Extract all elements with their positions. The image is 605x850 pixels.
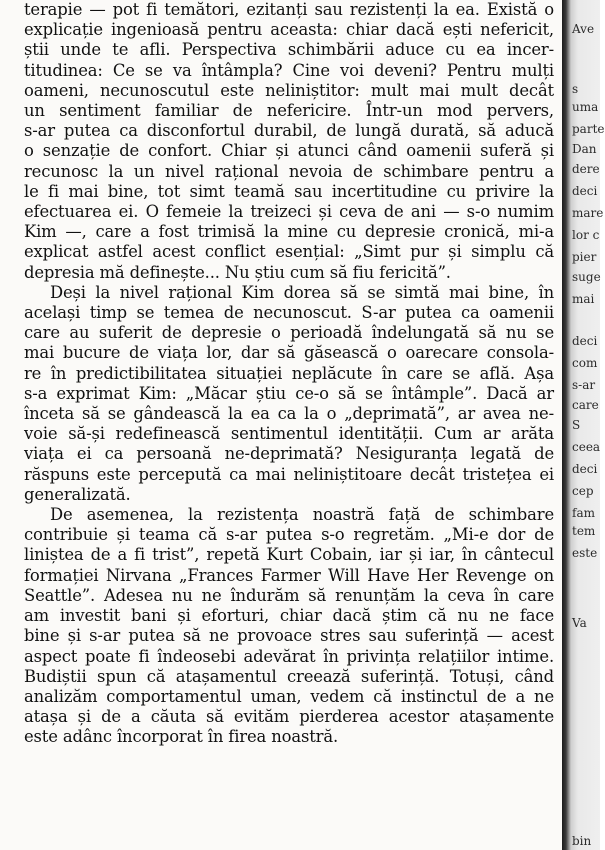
text-line: Kim —, care a fost trimisă la mine cu depresie cronică, mi-a xyxy=(24,222,554,242)
facing-page-fragment: deci xyxy=(572,184,598,198)
facing-page-fragment: Va xyxy=(572,616,587,630)
text-line: formației Nirvana „Frances Farmer Will Have Her Revenge on xyxy=(24,565,554,585)
facing-page-fragment: fam xyxy=(572,506,595,520)
text-line: Seattle”. Adesea nu ne îndurăm să renunțăm la ceva în care xyxy=(24,585,554,605)
facing-page-fragment: cep xyxy=(572,484,594,498)
facing-page-fragment: bin xyxy=(572,834,592,848)
facing-page-fragment: s-ar xyxy=(572,378,596,392)
paragraph xyxy=(24,283,554,505)
facing-page-edge xyxy=(572,0,605,850)
text-line: știi unde te afli. Perspectiva schimbării aduce cu ea incer- xyxy=(24,40,554,60)
facing-page-fragment: tem xyxy=(572,524,596,538)
text-line: efectuarea ei. O femeie la treizeci și ceva de ani — s-o numim xyxy=(24,202,554,222)
text-line: mai bucure de viața lor, dar să găsească o oarecare consola- xyxy=(24,343,554,363)
facing-page-fragment: lor c xyxy=(572,228,600,242)
text-line: același timp se temea de necunoscut. S-ar putea ca oamenii xyxy=(24,303,554,323)
text-line: terapie — pot fi temători, ezitanți sau rezistenți la ea. Există o xyxy=(24,0,554,19)
text-line: Budiștii spun că atașamentul creează suferință. Totuși, când xyxy=(24,666,554,686)
text-line: De asemenea, la rezistența noastră față de schimbare xyxy=(50,505,554,525)
text-line: contribuie și teama că s-ar putea s-o regretăm. „Mi-e dor de xyxy=(24,525,554,545)
facing-page-fragment: mai xyxy=(572,292,595,306)
text-line: s-ar putea ca disconfortul durabil, de lungă durată, să aducă xyxy=(24,121,554,141)
facing-page-fragment: uma xyxy=(572,100,599,114)
text-line: viața ei ca persoană ne-deprimată? Nesiguranța legată de xyxy=(24,444,554,464)
facing-page-fragment: com xyxy=(572,356,598,370)
text-line: voie să-și redefinească sentimentul identității. Cum ar arăta xyxy=(24,424,554,444)
facing-page-fragment: Ave xyxy=(572,22,595,36)
facing-page-fragment: mare xyxy=(572,206,604,220)
facing-page-fragment: deci xyxy=(572,334,598,348)
text-line: un sentiment familiar de nefericire. Într-un mod pervers, xyxy=(24,101,554,121)
paragraph xyxy=(24,0,554,283)
text-line: analizăm comportamentul uman, vedem că instinctul de a ne xyxy=(24,686,554,706)
text-line: recunosc la un nivel rațional nevoia de schimbare pentru a xyxy=(24,161,554,181)
facing-page-fragment: ceea xyxy=(572,440,601,454)
facing-page-fragment: s xyxy=(572,82,579,96)
text-line: care au suferit de depresie o perioadă îndelungată să nu se xyxy=(24,323,554,343)
facing-page-fragment: Dan xyxy=(572,142,597,156)
body-text xyxy=(24,0,554,748)
facing-page-fragment: care xyxy=(572,398,599,412)
text-line: aspect poate fi îndeosebi adevărat în privința relațiilor intime. xyxy=(24,646,554,666)
text-line: o senzație de confort. Chiar și atunci când oamenii suferă și xyxy=(24,141,554,161)
text-line: este adânc încorporat în firea noastră. xyxy=(24,727,339,747)
facing-page-fragment: este xyxy=(572,546,598,560)
text-line: Deși la nivel rațional Kim dorea să se simtă mai bine, în xyxy=(50,282,554,302)
text-line: înceta să se gândească la ea ca la o „deprimată”, ar avea ne- xyxy=(24,404,554,424)
facing-page-fragment: suge xyxy=(572,270,601,284)
text-line: generalizată. xyxy=(24,484,131,504)
text-line: explicat astfel acest conflict esențial: „Simt pur și simplu că xyxy=(24,242,554,262)
text-line: răspuns este percepută ca mai neliniștitoare decât tristețea ei xyxy=(24,464,554,484)
facing-page-fragment: dere xyxy=(572,162,600,176)
text-line: am investit bani și eforturi, chiar dacă știm că nu ne face xyxy=(24,606,554,626)
facing-page-fragment: pier xyxy=(572,250,597,264)
text-line: re în predictibilitatea situației neplăcute în care se află. Așa xyxy=(24,363,554,383)
text-line: s-a exprimat Kim: „Măcar știu ce-o să se întâmple”. Dacă ar xyxy=(24,383,554,403)
text-line: oameni, necunoscutul este neliniștitor: mult mai mult decât xyxy=(24,80,554,100)
facing-page-fragment: deci xyxy=(572,462,598,476)
facing-page-fragment: S xyxy=(572,418,581,432)
text-line: depresia mă definește... Nu știu cum să fiu fericită”. xyxy=(24,262,451,282)
text-line: atașa și de a căuta să evităm pierderea acestor atașamente xyxy=(24,707,554,727)
text-line: titudinea: Ce se va întâmpla? Cine voi deveni? Pentru mulți xyxy=(24,60,554,80)
text-line: liniștea de a fi trist”, repetă Kurt Cobain, iar și iar, în cântecul xyxy=(24,545,554,565)
text-line: le fi mai bine, tot simt teamă sau incertitudine cu privire la xyxy=(24,181,554,201)
facing-page-fragment: parte xyxy=(572,122,605,136)
paragraph xyxy=(24,505,554,747)
text-line: explicație ingenioasă pentru aceasta: chiar dacă ești nefericit, xyxy=(24,20,554,40)
text-line: bine și s-ar putea să ne provoace stres sau suferință — acest xyxy=(24,626,554,646)
